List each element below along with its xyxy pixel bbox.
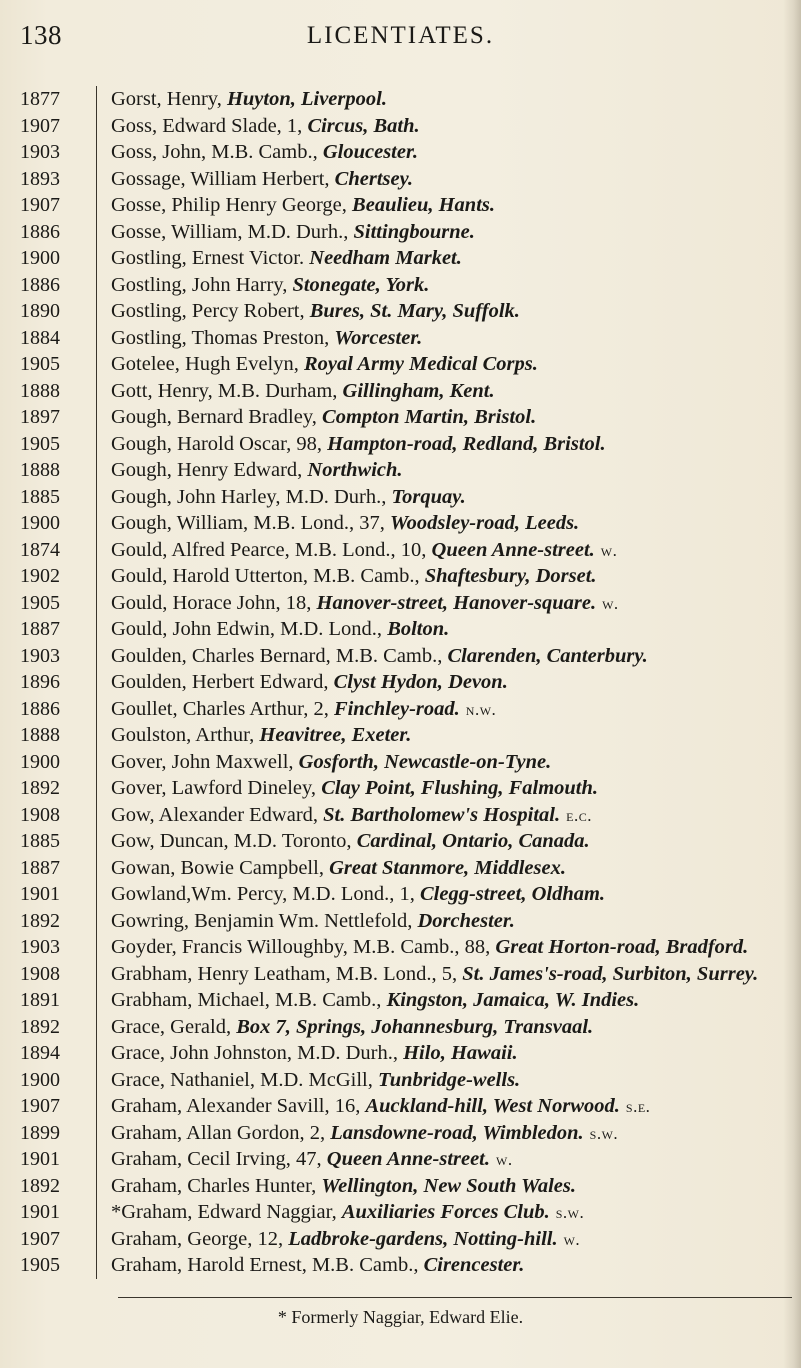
entry-year: 1874 bbox=[20, 538, 60, 561]
entry-name: Goyder, Francis Willoughby, M.B. Camb., 88, bbox=[111, 936, 496, 958]
column-rule bbox=[96, 590, 97, 617]
entry-name: Grabham, Henry Leatham, M.B. Lond., 5, bbox=[111, 962, 463, 985]
entry-text bbox=[111, 563, 783, 590]
entry-name: Goss, John, M.B. Camb., bbox=[111, 141, 323, 163]
column-rule bbox=[96, 961, 97, 988]
column-rule bbox=[96, 828, 97, 855]
entry-year: 1893 bbox=[20, 167, 60, 190]
entry-name: Graham, Harold Ernest, M.B. Camb., bbox=[111, 1254, 424, 1276]
list-item bbox=[0, 139, 801, 166]
entry-name: Gow, Alexander Edward, bbox=[111, 803, 324, 826]
entry-text bbox=[111, 1093, 783, 1120]
list-item bbox=[0, 749, 801, 776]
list-item bbox=[0, 192, 801, 219]
entry-year: 1907 bbox=[20, 114, 60, 137]
entry-name: Goullet, Charles Arthur, 2, bbox=[111, 697, 334, 720]
entry-year: 1887 bbox=[20, 618, 60, 640]
entry-postal-district: s.w. bbox=[555, 1203, 585, 1222]
entry-name: Graham, Charles Hunter, bbox=[111, 1174, 322, 1197]
entry-name: Gowland,Wm. Percy, M.D. Lond., 1, bbox=[111, 883, 420, 905]
list-item bbox=[0, 881, 801, 908]
list-item bbox=[0, 696, 801, 723]
column-rule bbox=[96, 1252, 97, 1279]
entry-text bbox=[111, 378, 783, 405]
entry-text bbox=[111, 166, 783, 193]
entry-name: Graham, Alexander Savill, 16, bbox=[111, 1095, 366, 1117]
list-item bbox=[0, 669, 801, 696]
entry-address: Compton Martin, Bristol. bbox=[322, 406, 537, 428]
entry-year: 1907 bbox=[20, 1227, 60, 1250]
entry-name: Goulden, Herbert Edward, bbox=[111, 671, 334, 693]
list-item bbox=[0, 908, 801, 935]
list-item bbox=[0, 643, 801, 670]
list-item bbox=[0, 378, 801, 405]
entry-name: Gotelee, Hugh Evelyn, bbox=[111, 353, 304, 375]
entry-year: 1900 bbox=[20, 1068, 60, 1091]
entry-name: Gowan, Bowie Campbell, bbox=[111, 856, 330, 879]
list-item bbox=[0, 828, 801, 855]
running-title: LICENTIATES. bbox=[306, 22, 495, 49]
column-rule bbox=[96, 404, 97, 431]
list-item bbox=[0, 1040, 801, 1067]
entry-name: Gover, John Maxwell, bbox=[111, 750, 299, 773]
entry-year: 1885 bbox=[20, 485, 60, 508]
entry-year: 1884 bbox=[20, 326, 60, 349]
entry-address: Circus, Bath. bbox=[307, 114, 420, 137]
entry-text bbox=[111, 139, 783, 166]
column-rule bbox=[96, 1040, 97, 1067]
entry-address: Cirencester. bbox=[423, 1254, 525, 1276]
entry-address: Royal Army Medical Corps. bbox=[304, 353, 538, 375]
entry-address: Clegg-street, Oldham. bbox=[419, 883, 606, 905]
list-item bbox=[0, 166, 801, 193]
entry-text bbox=[111, 245, 783, 272]
column-rule bbox=[96, 722, 97, 749]
entry-text bbox=[111, 404, 783, 431]
entry-year: 1888 bbox=[20, 724, 60, 746]
entry-address: Great Stanmore, Middlesex. bbox=[329, 856, 566, 879]
entry-year: 1896 bbox=[20, 671, 60, 693]
list-item bbox=[0, 272, 801, 299]
entry-name: *Graham, Edward Naggiar, bbox=[111, 1201, 342, 1223]
entry-name: Gould, John Edwin, M.D. Lond., bbox=[111, 618, 388, 640]
column-rule bbox=[96, 1173, 97, 1200]
list-item bbox=[0, 298, 801, 325]
entry-name: Grabham, Michael, M.B. Camb., bbox=[111, 989, 387, 1011]
entry-year: 1901 bbox=[20, 1148, 60, 1170]
column-rule bbox=[96, 1093, 97, 1120]
list-item bbox=[0, 775, 801, 802]
entry-address: Sittingbourne. bbox=[353, 220, 475, 243]
entry-text bbox=[111, 775, 783, 802]
entry-text bbox=[111, 484, 783, 511]
entry-address: St. Bartholomew's Hospital. bbox=[323, 803, 561, 826]
list-item bbox=[0, 457, 801, 484]
entry-text bbox=[111, 1014, 783, 1041]
entry-address: Hampton-road, Redland, Bristol. bbox=[327, 432, 606, 455]
list-item bbox=[0, 934, 801, 961]
column-rule bbox=[96, 1226, 97, 1253]
entry-address: Kingston, Jamaica, W. Indies. bbox=[386, 989, 640, 1011]
entry-year: 1892 bbox=[20, 1015, 60, 1038]
column-rule bbox=[96, 298, 97, 325]
entry-address: Auxiliaries Forces Club. bbox=[341, 1201, 550, 1223]
entry-text bbox=[111, 351, 783, 378]
entry-text bbox=[111, 828, 783, 855]
entry-name: Graham, Cecil Irving, 47, bbox=[111, 1148, 327, 1170]
entry-name: Gorst, Henry, bbox=[111, 88, 227, 110]
list-item bbox=[0, 510, 801, 537]
entry-year: 1901 bbox=[20, 1201, 60, 1223]
entry-address: Queen Anne-street. bbox=[326, 1148, 491, 1170]
entry-text bbox=[111, 855, 783, 882]
entry-postal-district: n.w. bbox=[465, 699, 497, 719]
entry-name: Gossage, William Herbert, bbox=[111, 167, 335, 190]
entry-name: Gough, William, M.B. Lond., 37, bbox=[111, 512, 390, 534]
entry-year: 1907 bbox=[20, 194, 60, 216]
entry-address: Stonegate, York. bbox=[292, 273, 430, 296]
entry-name: Gould, Alfred Pearce, M.B. Lond., 10, bbox=[111, 538, 432, 561]
entry-text bbox=[111, 219, 783, 246]
list-item bbox=[0, 1014, 801, 1041]
list-item bbox=[0, 1120, 801, 1147]
list-item bbox=[0, 1226, 801, 1253]
entry-address: Great Horton-road, Bradford. bbox=[495, 936, 749, 958]
entry-address: Bolton. bbox=[387, 618, 450, 640]
entry-year: 1885 bbox=[20, 830, 60, 852]
column-rule bbox=[96, 934, 97, 961]
entry-text bbox=[111, 1252, 783, 1279]
entry-text bbox=[111, 298, 783, 325]
entry-name: Gough, Harold Oscar, 98, bbox=[111, 432, 328, 455]
entry-address: Ladbroke-gardens, Notting-hill. bbox=[288, 1227, 558, 1250]
list-item bbox=[0, 802, 801, 829]
list-item bbox=[0, 855, 801, 882]
entry-address: Dorchester. bbox=[417, 909, 515, 932]
entry-name: Gough, Henry Edward, bbox=[111, 459, 308, 481]
entry-text bbox=[111, 590, 783, 617]
entry-name: Gould, Horace John, 18, bbox=[111, 591, 317, 614]
entry-address: Bures, St. Mary, Suffolk. bbox=[309, 300, 520, 322]
entry-text bbox=[111, 86, 783, 113]
entry-year: 1905 bbox=[20, 353, 60, 375]
entry-name: Grace, Gerald, bbox=[111, 1015, 237, 1038]
list-item bbox=[0, 1252, 801, 1279]
column-rule bbox=[96, 219, 97, 246]
column-rule bbox=[96, 510, 97, 537]
entry-name: Gowring, Benjamin Wm. Nettlefold, bbox=[111, 909, 418, 932]
column-rule bbox=[96, 802, 97, 829]
entry-address: Northwich. bbox=[307, 459, 403, 481]
list-item bbox=[0, 987, 801, 1014]
entry-address: Torquay. bbox=[391, 485, 466, 508]
list-item bbox=[0, 590, 801, 617]
entry-year: 1901 bbox=[20, 883, 60, 905]
column-rule bbox=[96, 881, 97, 908]
column-rule bbox=[96, 457, 97, 484]
entry-address: Hanover-street, Hanover-square. bbox=[316, 591, 597, 614]
entry-address: Cardinal, Ontario, Canada. bbox=[356, 830, 590, 852]
entry-address: Tunbridge-wells. bbox=[378, 1068, 521, 1091]
entry-address: Beaulieu, Hants. bbox=[352, 194, 496, 216]
column-rule bbox=[96, 1067, 97, 1094]
entry-year: 1907 bbox=[20, 1095, 60, 1117]
entry-address: Clay Point, Flushing, Falmouth. bbox=[321, 777, 599, 799]
entry-postal-district: w. bbox=[600, 540, 618, 560]
page-header bbox=[0, 20, 801, 60]
entry-name: Gott, Henry, M.B. Durham, bbox=[111, 379, 343, 402]
entry-year: 1903 bbox=[20, 141, 60, 163]
entry-address: St. James's-road, Surbiton, Surrey. bbox=[462, 962, 759, 985]
list-item bbox=[0, 563, 801, 590]
list-item bbox=[0, 219, 801, 246]
footnote-rule bbox=[118, 1297, 792, 1298]
entry-text bbox=[111, 457, 783, 484]
entry-address: Gosforth, Newcastle-on-Tyne. bbox=[298, 750, 552, 773]
entry-text bbox=[111, 325, 783, 352]
entry-name: Goulden, Charles Bernard, M.B. Camb., bbox=[111, 644, 448, 667]
entry-name: Grace, Nathaniel, M.D. McGill, bbox=[111, 1068, 378, 1091]
column-rule bbox=[96, 669, 97, 696]
list-item bbox=[0, 961, 801, 988]
entry-year: 1900 bbox=[20, 750, 60, 773]
entry-text bbox=[111, 1199, 783, 1226]
entry-year: 1888 bbox=[20, 379, 60, 402]
entry-year: 1900 bbox=[20, 247, 60, 269]
entry-address: Gillingham, Kent. bbox=[342, 379, 495, 402]
entry-address: Gloucester. bbox=[322, 141, 418, 163]
entry-postal-district: w. bbox=[496, 1150, 513, 1169]
column-rule bbox=[96, 378, 97, 405]
entry-address: Clarenden, Canterbury. bbox=[447, 644, 648, 667]
entry-address: Auckland-hill, West Norwood. bbox=[365, 1095, 620, 1117]
entry-name: Gough, John Harley, M.D. Durh., bbox=[111, 485, 392, 508]
entry-address: Needham Market. bbox=[309, 247, 462, 269]
entry-name: Grace, John Johnston, M.D. Durh., bbox=[111, 1042, 404, 1064]
entry-text bbox=[111, 113, 783, 140]
entry-name: Graham, Allan Gordon, 2, bbox=[111, 1121, 331, 1144]
list-item bbox=[0, 351, 801, 378]
entry-year: 1908 bbox=[20, 803, 60, 826]
entry-year: 1888 bbox=[20, 459, 60, 481]
column-rule bbox=[96, 245, 97, 272]
entry-text bbox=[111, 272, 783, 299]
entry-text bbox=[111, 802, 783, 829]
entry-year: 1908 bbox=[20, 962, 60, 985]
entry-address: Shaftesbury, Dorset. bbox=[424, 565, 597, 587]
column-rule bbox=[96, 908, 97, 935]
entry-year: 1886 bbox=[20, 273, 60, 296]
list-item bbox=[0, 431, 801, 458]
entry-text bbox=[111, 192, 783, 219]
column-rule bbox=[96, 484, 97, 511]
entry-name: Gostling, Ernest Victor. bbox=[111, 247, 310, 269]
entry-year: 1894 bbox=[20, 1042, 60, 1064]
entry-year: 1892 bbox=[20, 777, 60, 799]
entry-year: 1897 bbox=[20, 406, 60, 428]
entry-address: Worcester. bbox=[334, 326, 423, 349]
column-rule bbox=[96, 987, 97, 1014]
entry-text bbox=[111, 510, 783, 537]
column-rule bbox=[96, 696, 97, 723]
list-item bbox=[0, 537, 801, 564]
column-rule bbox=[96, 537, 97, 564]
list-item bbox=[0, 1093, 801, 1120]
entry-name: Gover, Lawford Dineley, bbox=[111, 777, 322, 799]
entry-address: Heavitree, Exeter. bbox=[259, 724, 412, 746]
entry-postal-district: w. bbox=[602, 593, 619, 613]
entry-text bbox=[111, 643, 783, 670]
entry-postal-district: w. bbox=[563, 1229, 581, 1249]
entry-address: Lansdowne-road, Wimbledon. bbox=[330, 1121, 584, 1144]
entry-name: Gould, Harold Utterton, M.B. Camb., bbox=[111, 565, 425, 587]
entry-text bbox=[111, 987, 783, 1014]
entry-year: 1890 bbox=[20, 300, 60, 322]
entry-name: Gostling, Percy Robert, bbox=[111, 300, 310, 322]
list-item bbox=[0, 1173, 801, 1200]
entry-address: Finchley-road. bbox=[333, 697, 460, 720]
entry-name: Gosse, Philip Henry George, bbox=[111, 194, 353, 216]
entry-year: 1887 bbox=[20, 856, 60, 879]
entry-name: Gough, Bernard Bradley, bbox=[111, 406, 323, 428]
entry-address: Wellington, New South Wales. bbox=[321, 1174, 576, 1197]
entry-text bbox=[111, 1067, 783, 1094]
column-rule bbox=[96, 431, 97, 458]
list-item bbox=[0, 1067, 801, 1094]
entry-year: 1892 bbox=[20, 1174, 60, 1197]
entry-address: Huyton, Liverpool. bbox=[226, 88, 387, 110]
entry-text bbox=[111, 537, 783, 564]
entry-text bbox=[111, 1040, 783, 1067]
column-rule bbox=[96, 1146, 97, 1173]
entry-text bbox=[111, 1173, 783, 1200]
entry-year: 1886 bbox=[20, 697, 60, 720]
column-rule bbox=[96, 749, 97, 776]
list-item bbox=[0, 1199, 801, 1226]
column-rule bbox=[96, 113, 97, 140]
licentiate-list bbox=[0, 86, 801, 1279]
column-rule bbox=[96, 643, 97, 670]
entry-name: Gostling, John Harry, bbox=[111, 273, 293, 296]
entry-text bbox=[111, 881, 783, 908]
entry-year: 1903 bbox=[20, 644, 60, 667]
entry-year: 1899 bbox=[20, 1121, 60, 1144]
column-rule bbox=[96, 616, 97, 643]
entry-name: Gosse, William, M.D. Durh., bbox=[111, 220, 354, 243]
list-item bbox=[0, 484, 801, 511]
entry-address: Woodsley-road, Leeds. bbox=[389, 512, 580, 534]
column-rule bbox=[96, 1014, 97, 1041]
list-item bbox=[0, 325, 801, 352]
entry-year: 1903 bbox=[20, 936, 60, 958]
column-rule bbox=[96, 563, 97, 590]
entry-text bbox=[111, 1120, 783, 1147]
list-item bbox=[0, 245, 801, 272]
entry-text bbox=[111, 961, 783, 988]
entry-name: Goss, Edward Slade, 1, bbox=[111, 114, 308, 137]
entry-name: Graham, George, 12, bbox=[111, 1227, 289, 1250]
entry-text bbox=[111, 1146, 783, 1173]
column-rule bbox=[96, 192, 97, 219]
list-item bbox=[0, 404, 801, 431]
entry-name: Gostling, Thomas Preston, bbox=[111, 326, 335, 349]
entry-text bbox=[111, 749, 783, 776]
entry-address: Box 7, Springs, Johannesburg, Transvaal. bbox=[236, 1015, 594, 1038]
entry-year: 1891 bbox=[20, 989, 60, 1011]
entry-year: 1902 bbox=[20, 565, 60, 587]
entry-year: 1905 bbox=[20, 432, 60, 455]
list-item bbox=[0, 86, 801, 113]
column-rule bbox=[96, 272, 97, 299]
footnote: * Formerly Naggiar, Edward Elie. bbox=[277, 1307, 524, 1327]
entry-text bbox=[111, 722, 783, 749]
list-item bbox=[0, 113, 801, 140]
entry-text bbox=[111, 669, 783, 696]
list-item bbox=[0, 1146, 801, 1173]
page-number: 138 bbox=[20, 20, 62, 50]
entry-text bbox=[111, 934, 783, 961]
list-item bbox=[0, 722, 801, 749]
entry-text bbox=[111, 1226, 783, 1253]
entry-year: 1892 bbox=[20, 909, 60, 932]
list-item bbox=[0, 616, 801, 643]
entry-address: Queen Anne-street. bbox=[431, 538, 595, 561]
entry-postal-district: s.e. bbox=[625, 1097, 651, 1116]
entry-year: 1900 bbox=[20, 512, 60, 534]
entry-address: Clyst Hydon, Devon. bbox=[333, 671, 508, 693]
column-rule bbox=[96, 855, 97, 882]
column-rule bbox=[96, 325, 97, 352]
column-rule bbox=[96, 166, 97, 193]
column-rule bbox=[96, 1120, 97, 1147]
entry-year: 1905 bbox=[20, 591, 60, 614]
entry-text bbox=[111, 696, 783, 723]
entry-text bbox=[111, 431, 783, 458]
entry-year: 1905 bbox=[20, 1254, 60, 1276]
entry-address: Chertsey. bbox=[334, 167, 414, 190]
column-rule bbox=[96, 86, 97, 113]
entry-address: Hilo, Hawaii. bbox=[403, 1042, 518, 1064]
entry-postal-district: s.w. bbox=[589, 1123, 619, 1143]
entry-name: Gow, Duncan, M.D. Toronto, bbox=[111, 830, 357, 852]
column-rule bbox=[96, 775, 97, 802]
column-rule bbox=[96, 351, 97, 378]
entry-text bbox=[111, 908, 783, 935]
entry-year: 1886 bbox=[20, 220, 60, 243]
entry-name: Goulston, Arthur, bbox=[111, 724, 260, 746]
column-rule bbox=[96, 1199, 97, 1226]
entry-postal-district: e.c. bbox=[566, 805, 592, 825]
entry-text bbox=[111, 616, 783, 643]
entry-year: 1877 bbox=[20, 88, 60, 110]
column-rule bbox=[96, 139, 97, 166]
